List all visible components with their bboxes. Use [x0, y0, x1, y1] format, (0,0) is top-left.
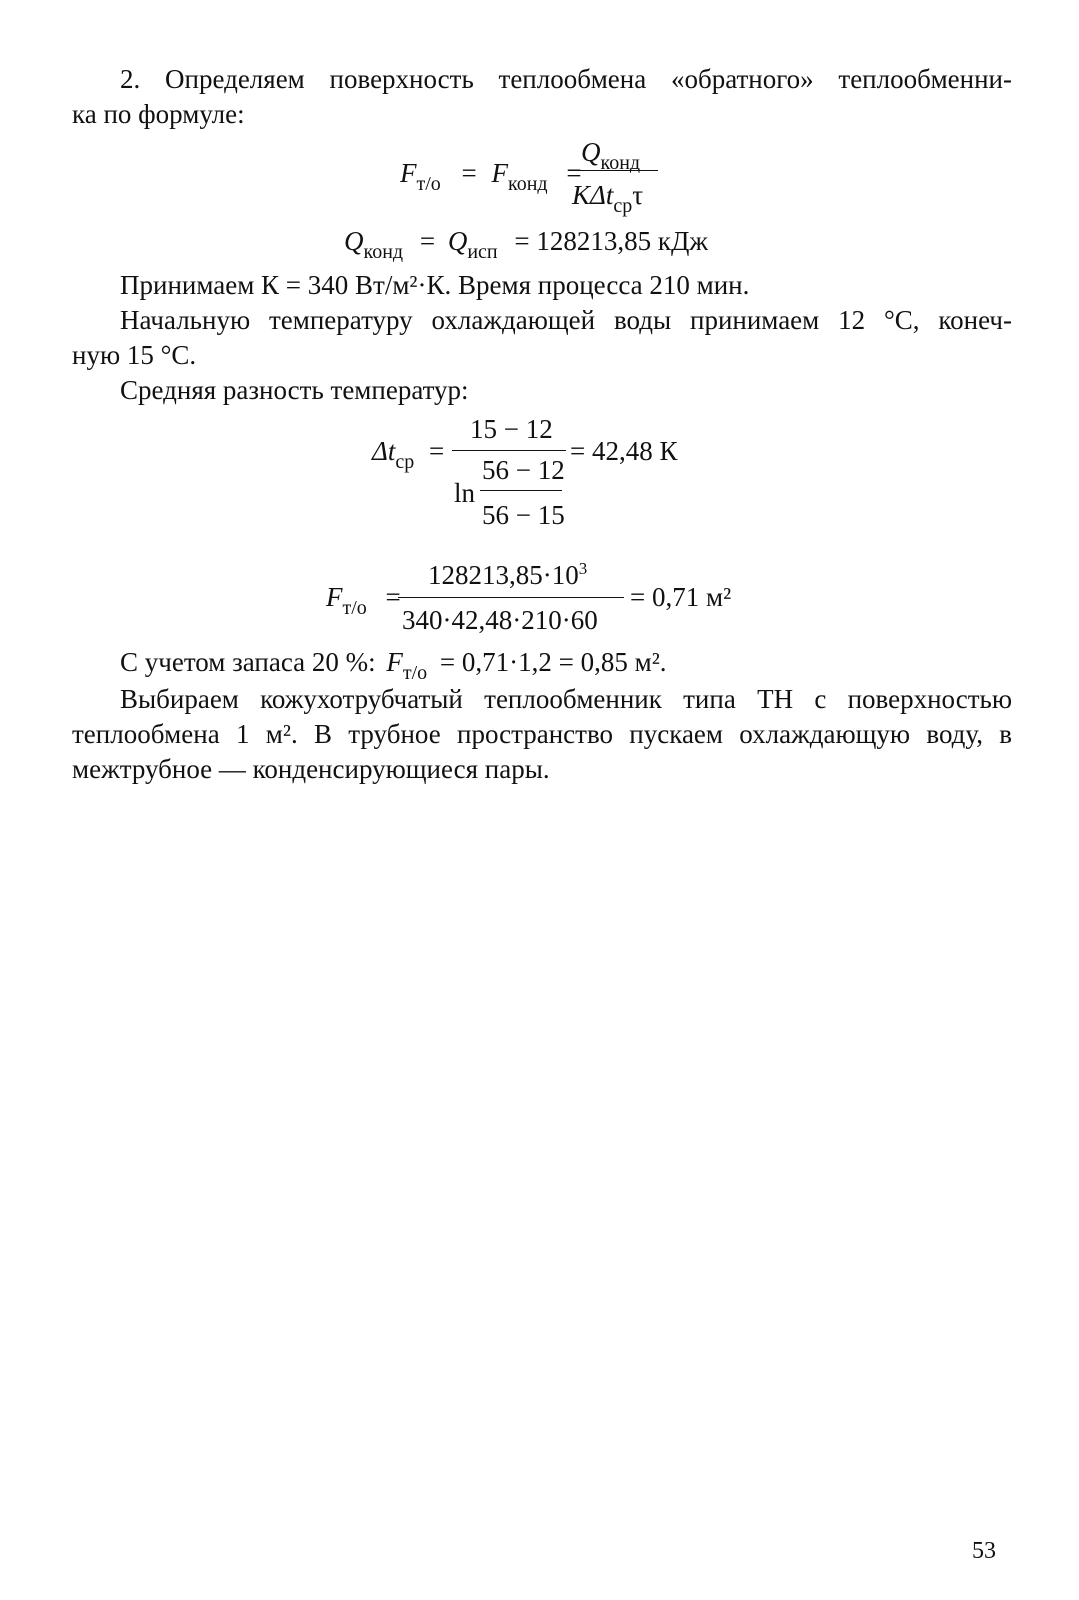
paragraph-6-line-3: межтрубное — конденсирующиеся пары.	[72, 754, 550, 784]
formula-1-F2-subscript: конд	[508, 173, 548, 195]
formula-2-Q1-subscript: конд	[363, 241, 404, 263]
formula-1-denominator-subscript: ср	[613, 195, 633, 217]
paragraph-6-line-1: Выбираем кожухотрубчатый теплообменник типа ТН с поверхностью	[120, 684, 1012, 714]
formula-3-result: = 42,48 К	[570, 436, 678, 466]
formula-3-ln-denominator: 56 − 15	[482, 500, 565, 530]
formula-3-numerator: 15 − 12	[470, 414, 553, 444]
paragraph-5	[120, 645, 1012, 684]
formula-3-delta-t: Δt	[372, 436, 396, 466]
formula-1-fraction-bar	[568, 170, 658, 171]
paragraph-1-line-1: 2. Определяем поверхность теплообмена «обратного» теплообменни-	[120, 64, 1012, 94]
formula-3-main-fraction-bar	[452, 450, 566, 451]
formula-1-denominator-KDt: KΔt	[572, 180, 614, 210]
formula-1-denominator-tau: τ	[632, 180, 644, 210]
formula-heat-amount	[344, 226, 709, 263]
formula-3-delta-t-subscript: ср	[395, 451, 415, 473]
formula-3-ln-numerator: 56 − 12	[482, 455, 565, 485]
formula-3-ln-fraction-bar	[480, 490, 562, 491]
formula-2-Q2: Q	[447, 226, 468, 256]
formula-4-numerator: 128213,85·10	[428, 560, 579, 590]
formula-4-F: F	[326, 582, 343, 612]
paragraph-6-line-2: теплообмена 1 м². В трубное пространство пускаем охлаждающую воду, в	[72, 719, 1012, 749]
formula-1-F-subscript: т/о	[416, 173, 441, 195]
formula-3-equals: =	[429, 436, 445, 466]
formula-1-F2: F	[491, 158, 509, 188]
formula-1-equals-2: =	[566, 158, 582, 188]
formula-4-equals: =	[385, 582, 401, 612]
formula-1-F: F	[400, 158, 417, 188]
paragraph-2: Принимаем К = 340 Вт/м²·К. Время процесса 210 мин.	[120, 270, 750, 300]
formula-1-numerator-subscript: конд	[600, 152, 641, 174]
formula-3-ln: ln	[454, 478, 476, 508]
paragraph-3-line-2: ную 15 °С.	[72, 340, 197, 370]
paragraph-4: Средняя разность температур:	[120, 375, 469, 405]
formula-2-value: = 128213,85 кДж	[514, 226, 709, 256]
page-number: 53	[972, 1538, 996, 1564]
paragraph-5-F-subscript: т/о	[402, 662, 428, 684]
formula-4-fraction-bar	[398, 597, 624, 598]
formula-4-numerator-exponent: 3	[578, 559, 588, 578]
paragraph-5-result: = 0,71·1,2 = 0,85 м².	[439, 647, 667, 677]
paragraph-5-F: F	[386, 647, 403, 677]
formula-4-denominator: 340·42,48·210·60	[402, 605, 598, 635]
formula-4-F-subscript: т/о	[342, 597, 367, 619]
formula-2-Q1: Q	[344, 226, 364, 256]
paragraph-3-line-1: Начальную температуру охлаждающей воды принимаем 12 °С, конеч-	[120, 305, 1012, 335]
formula-4-result: = 0,71 м²	[630, 582, 732, 612]
formula-1-equals-1: =	[461, 158, 477, 188]
paragraph-5-text: С учетом запаса 20 %:	[120, 647, 376, 677]
formula-2-equals: =	[419, 226, 436, 256]
formula-2-Q2-subscript: исп	[467, 241, 498, 263]
paragraph-1-line-2: ка по формуле:	[72, 99, 245, 129]
formula-1-numerator-Q: Q	[581, 137, 601, 167]
